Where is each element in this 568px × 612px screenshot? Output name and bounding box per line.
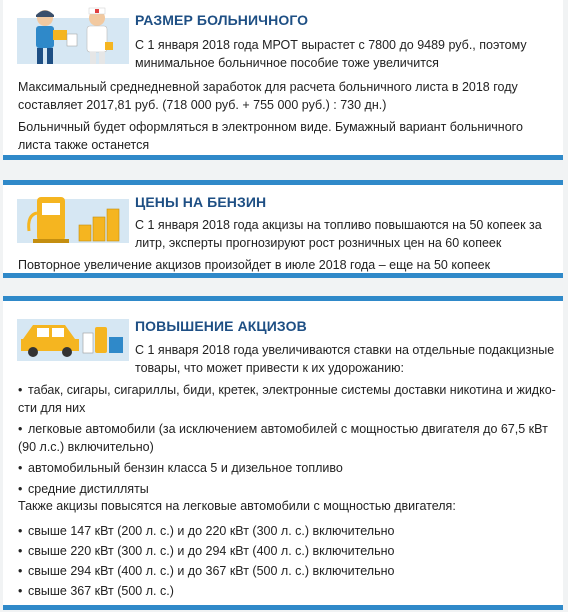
section-title: РАЗМЕР БОЛЬНИЧНОГО <box>135 12 309 28</box>
goods-list <box>18 381 558 498</box>
engine-power-list <box>18 522 558 600</box>
list-item: • табак, сигары, сигариллы, биди, кретек, электронные системы доставки никотина и жидко-сти для них <box>18 383 556 415</box>
list-item: • автомобильный бензин класса 5 и дизельное топливо <box>18 461 343 475</box>
section-hospital <box>3 0 563 160</box>
section-excise <box>3 296 563 610</box>
section-paragraph: Повторное увеличение акцизов произойдет в июле 2018 года – еще на 50 копеек <box>18 258 491 272</box>
list-item: • средние дистилляты <box>18 482 149 496</box>
section-lead-text: С 1 января 2018 года увеличиваются ставки на отдельные подакцизные товары, что может привести к их удорожанию: <box>135 343 555 375</box>
section-title: ЦЕНЫ НА БЕНЗИН <box>135 194 267 210</box>
section-paragraph: Максимальный среднедневной заработок для расчета больничного листа в 2018 году составляет 2017,81 руб. (718 000 руб. + 755 000 руб.) : 730 дн.) <box>18 80 518 112</box>
section-lead-text: С 1 января 2018 года МРОТ вырастет с 7800 до 9489 руб., поэтому минимальное больничное пособие тоже увеличится <box>135 38 527 70</box>
gas-pump-coins-illustration <box>17 191 129 243</box>
section-paragraph: Также акцизы повысятся на легковые автомобили с мощностью двигателя: <box>18 499 456 513</box>
section-paragraph: Больничный будет оформляться в электронном виде. Бумажный вариант больничного листа также останется <box>18 120 523 152</box>
list-item: • свыше 367 кВт (500 л. с.) <box>18 584 174 598</box>
list-item: • легковые автомобили (за исключением автомобилей с мощностью двигателя до 67,5 кВт (90 л.с.) включительно) <box>18 422 548 454</box>
list-item: • свыше 147 кВт (200 л. с.) и до 220 кВт (300 л. с.) включительно <box>18 524 395 538</box>
list-item: • свыше 220 кВт (300 л. с.) и до 294 кВт (400 л. с.) включительно <box>18 544 395 558</box>
section-gas <box>3 180 563 278</box>
list-item: • свыше 294 кВт (400 л. с.) и до 367 кВт (500 л. с.) включительно <box>18 564 395 578</box>
doctor-patient-illustration <box>17 6 129 66</box>
section-lead-text: С 1 января 2018 года акцизы на топливо повышаются на 50 копеек за литр, эксперты прогнозируют рост розничных цен на 60 копеек <box>135 218 542 250</box>
car-goods-illustration <box>17 309 129 361</box>
section-title: ПОВЫШЕНИЕ АКЦИЗОВ <box>135 318 307 334</box>
